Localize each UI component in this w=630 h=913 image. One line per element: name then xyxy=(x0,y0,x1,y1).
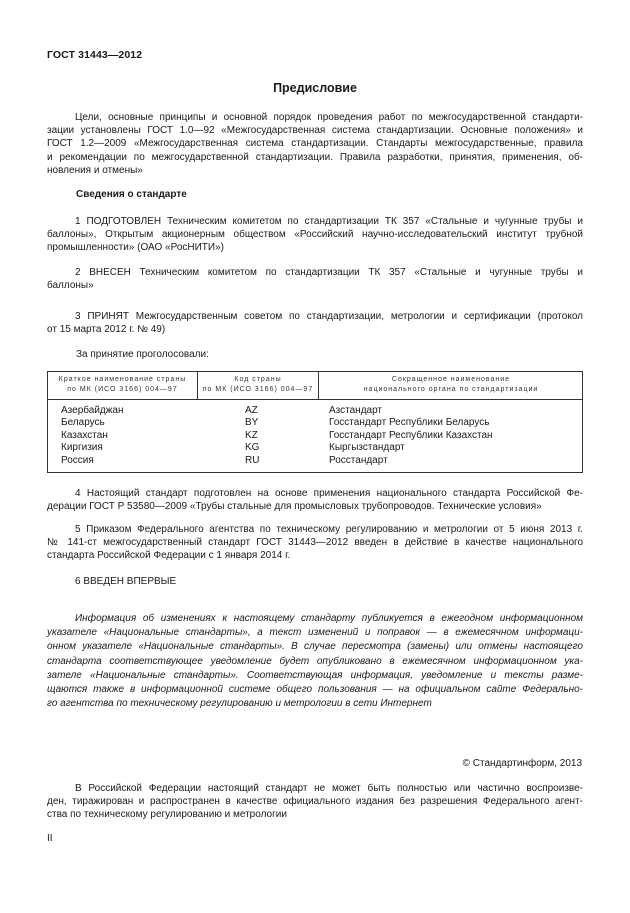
table-row: Киргизия xyxy=(61,442,103,454)
header-country-code: Код страны по МК (ИСО 3166) 004—97 xyxy=(202,376,314,393)
table-row: Азстандарт xyxy=(329,405,383,416)
standards-body-column xyxy=(329,405,493,467)
item-5-order: 5 Приказом Федерального агентства по техническому регулированию и метрологии от 5 июня 2013 г. № 141-ст межгосударственный стандарт ГОСТ 31443—2012 введен в действие в качестве национального стандарта Российской Федерации с 1 января 2014 г. xyxy=(47,524,583,562)
table-row: BY xyxy=(245,417,259,429)
header-standards-body: Сокращенное наименование национального органа по стандартизации xyxy=(363,376,539,393)
page-number: II xyxy=(47,833,53,844)
table-row: KG xyxy=(245,442,260,454)
country-column xyxy=(61,405,124,467)
table-row: AZ xyxy=(245,405,258,416)
table-row: RU xyxy=(245,454,260,466)
item-4-basis: 4 Настоящий стандарт подготовлен на основе применения национального стандарта Российской Фе- дерации ГОСТ Р 53580—2009 «Трубы стальные для промысловых трубопроводов. Технические условия» xyxy=(47,488,583,513)
header-country-name: Краткое наименование страны по МК (ИСО 3166) 004—97 xyxy=(58,376,187,393)
intro-paragraph: Цели, основные принципы и основной порядок проведения работ по межгосударственной стандарти- зации установлены ГОСТ 1.0—92 «Межгосударственная система стандартизации. Основные положения» и ГОСТ 1.2—2009 «Межгосударственная система стандартизации. Стандарты межгосударственные, правила и рекомендации по межгосударственной стандартизации. Правила разработки, принятия, применения, об- новления и отмены» xyxy=(47,112,583,176)
standard-info-heading: Сведения о стандарте xyxy=(76,189,187,200)
table-row: Кыргызстандарт xyxy=(329,442,405,454)
table-header xyxy=(48,372,582,400)
vote-caption: За принятие проголосовали: xyxy=(76,349,209,360)
table-row: Госстандарт Республики Казахстан xyxy=(329,429,493,441)
table-row: Госстандарт Республики Беларусь xyxy=(329,417,490,429)
standard-code-header: ГОСТ 31443—2012 xyxy=(47,49,143,61)
item-3-adopted: 3 ПРИНЯТ Межгосударственным советом по стандартизации, метрологии и сертификации (протокол от 15 марта 2012 г. № 49) xyxy=(47,311,583,336)
table-row: KZ xyxy=(245,429,258,441)
table-row: Беларусь xyxy=(61,417,105,429)
reproduction-restriction: В Российской Федерации настоящий стандарт не может быть полностью или частично воспроизве- ден, тиражирован и распространен в качестве официального издания без разрешения Федерального агент- ства по техническому регулированию и метрологии xyxy=(47,783,583,821)
table-row: Россия xyxy=(61,454,94,466)
page-title: Предисловие xyxy=(273,81,357,95)
table-row: Азербайджан xyxy=(61,405,124,416)
table-row: Казахстан xyxy=(61,429,108,441)
item-6-first-introduced: 6 ВВЕДЕН ВПЕРВЫЕ xyxy=(75,576,177,587)
item-1-prepared: 1 ПОДГОТОВЛЕН Техническим комитетом по стандартизации ТК 357 «Стальные и чугунные трубы и баллоны», Открытым акционерным обществом «Российский научно-исследовательский институт трубной промышленности» (ОАО «РосНИТИ») xyxy=(47,216,583,254)
table-row: Росстандарт xyxy=(329,454,388,466)
changes-notice: Информация об изменениях к настоящему стандарту публикуется в ежегодном информационном указателе «Национальные стандарты», а текст изменений и поправок — в ежемесячном информаци- онном указателе «Национальные стандарты». В случае пересмотра (замены) или отмены настоящего стандарта соответствующее уведомление будет опубликовано в ежемесячном информационном ука- зателе «Национальные стандарты». Соответствующая информация, уведомление и тексты разме- щаются также в информационной системе общего пользования — на официальном сайте Федерально- го агентства по техническому регулированию и метрологии в сети Интернет xyxy=(47,613,583,710)
item-2-introduced: 2 ВНЕСЕН Техническим комитетом по стандартизации ТК 357 «Стальные и чугунные трубы и баллоны» xyxy=(47,267,583,292)
code-column xyxy=(245,405,259,467)
voting-countries-table xyxy=(47,371,583,473)
copyright-notice: © Стандартинформ, 2013 xyxy=(462,758,582,769)
